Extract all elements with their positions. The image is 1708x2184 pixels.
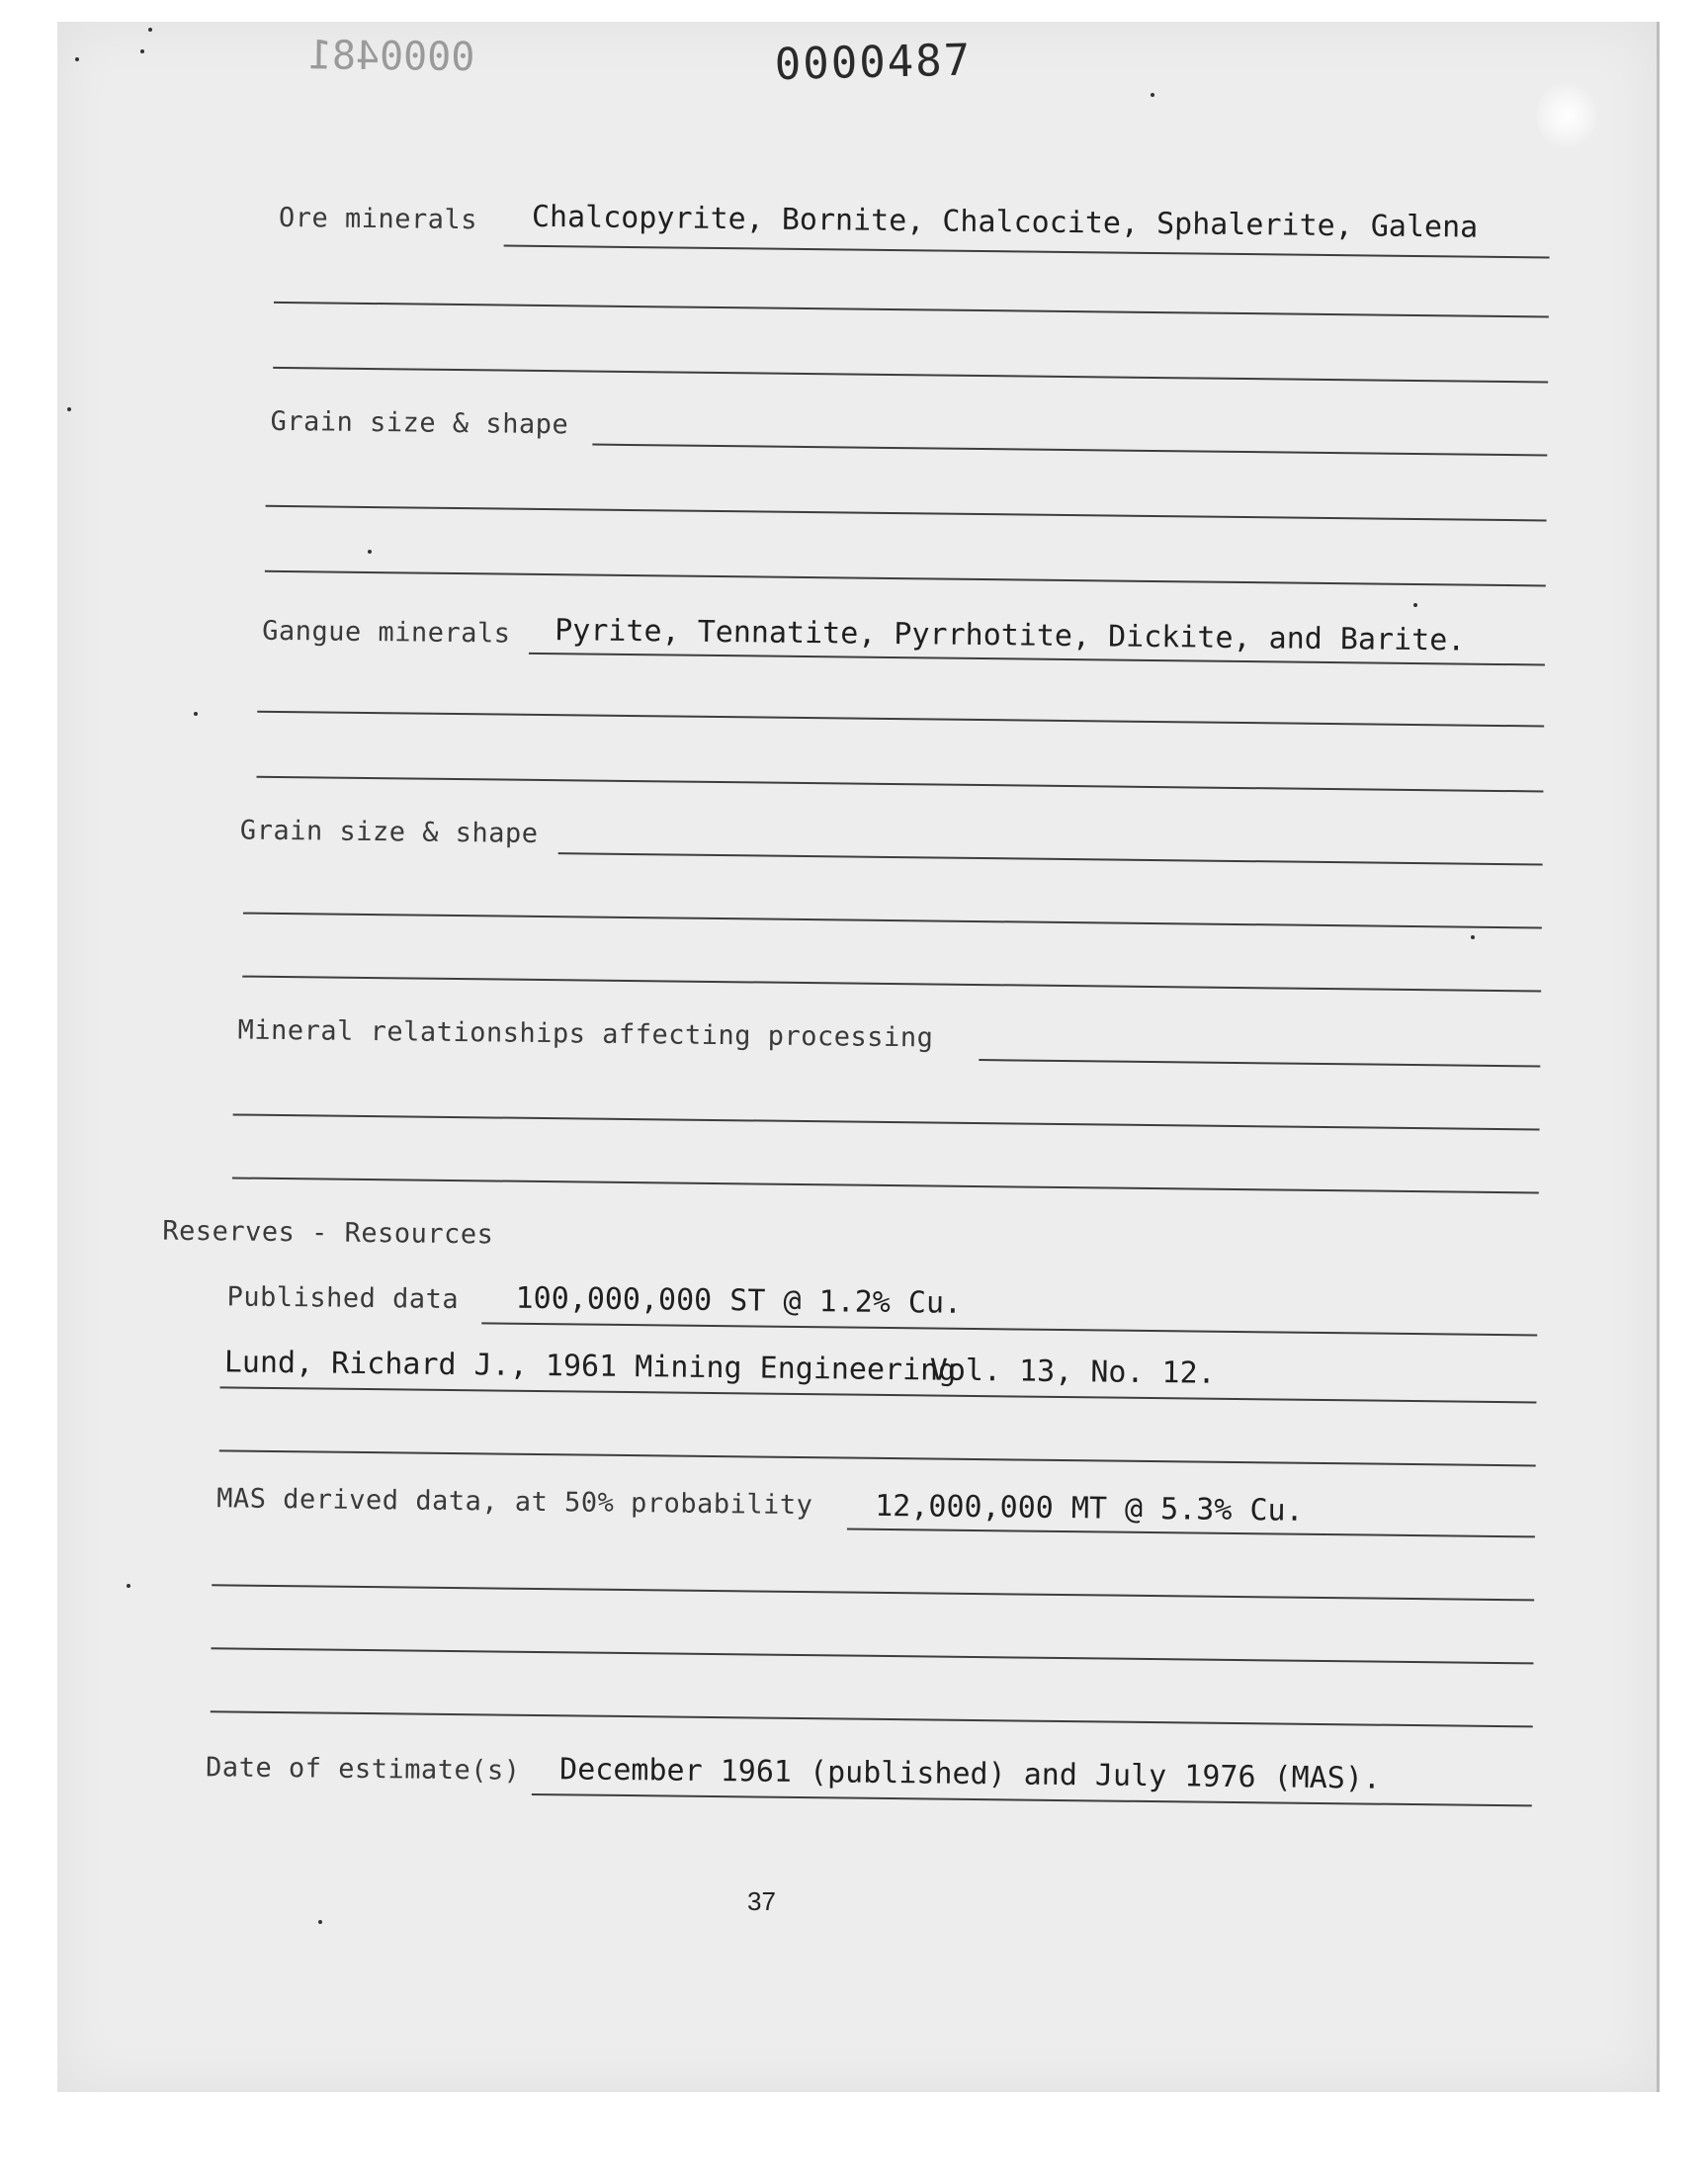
form-line [265, 570, 1546, 587]
form-line [219, 1449, 1536, 1466]
published-volume: Vol. 13, No. 12. [929, 1353, 1216, 1391]
form-line [979, 1059, 1540, 1067]
published-reference: Lund, Richard J., 1961 Mining Engineering [223, 1345, 957, 1388]
form-line [266, 505, 1547, 522]
form-line [233, 1113, 1540, 1130]
form-line [212, 1647, 1534, 1664]
scan-speck [127, 1584, 130, 1588]
scan-speck [148, 28, 152, 32]
mas-derived-label: MAS derived data, at 50% probability [216, 1483, 813, 1522]
form-line [273, 367, 1548, 384]
scan-speck [140, 49, 144, 53]
ore-minerals-label: Ore minerals [278, 202, 478, 236]
published-data-value: 100,000,000 ST @ 1.2% Cu. [515, 1280, 963, 1321]
stamp-number: 0000487 [774, 35, 973, 91]
date-estimate-value: December 1961 (published) and July 1976 (MAS). [558, 1752, 1382, 1796]
mas-derived-value: 12,000,000 MT @ 5.3% Cu. [874, 1488, 1304, 1529]
form-line [220, 1386, 1537, 1403]
form-line [558, 852, 1543, 865]
scan-speck [75, 57, 79, 61]
scan-speck [1151, 93, 1154, 97]
form-line [211, 1710, 1533, 1727]
reserves-heading: Reserves - Resources [162, 1215, 494, 1251]
form-line [532, 1793, 1532, 1806]
date-estimate-label: Date of estimate(s) [205, 1752, 521, 1787]
gangue-grain-size-label: Grain size & shape [239, 815, 539, 849]
form-line [592, 444, 1547, 457]
form-line [232, 1177, 1539, 1193]
form-line [257, 776, 1544, 793]
ore-grain-size-label: Grain size & shape [270, 405, 569, 441]
form-line [847, 1529, 1535, 1538]
faded-stamp-number: 0000481 [307, 33, 475, 81]
form-line [481, 1322, 1537, 1336]
scan-speck [1471, 935, 1475, 939]
form-line [274, 302, 1549, 318]
ore-minerals-value: Chalcopyrite, Bornite, Chalcocite, Sphalerite, Galena [531, 199, 1479, 245]
form-line [504, 245, 1550, 259]
form-line [257, 711, 1544, 728]
scan-speck [194, 712, 198, 716]
scan-speck [368, 550, 372, 554]
form-line [212, 1584, 1534, 1601]
gangue-minerals-label: Gangue minerals [262, 615, 511, 650]
form-line [243, 913, 1542, 929]
scan-speck [67, 407, 71, 411]
gangue-minerals-value: Pyrite, Tennatite, Pyrrhotite, Dickite, and Barite. [555, 613, 1466, 658]
scan-speck [318, 1920, 322, 1924]
mineral-relationships-label: Mineral relationships affecting processing [237, 1014, 934, 1054]
form-line [242, 976, 1541, 993]
published-data-label: Published data [226, 1281, 460, 1316]
scan-speck [1413, 603, 1417, 607]
page-number: 37 [747, 1886, 776, 1916]
